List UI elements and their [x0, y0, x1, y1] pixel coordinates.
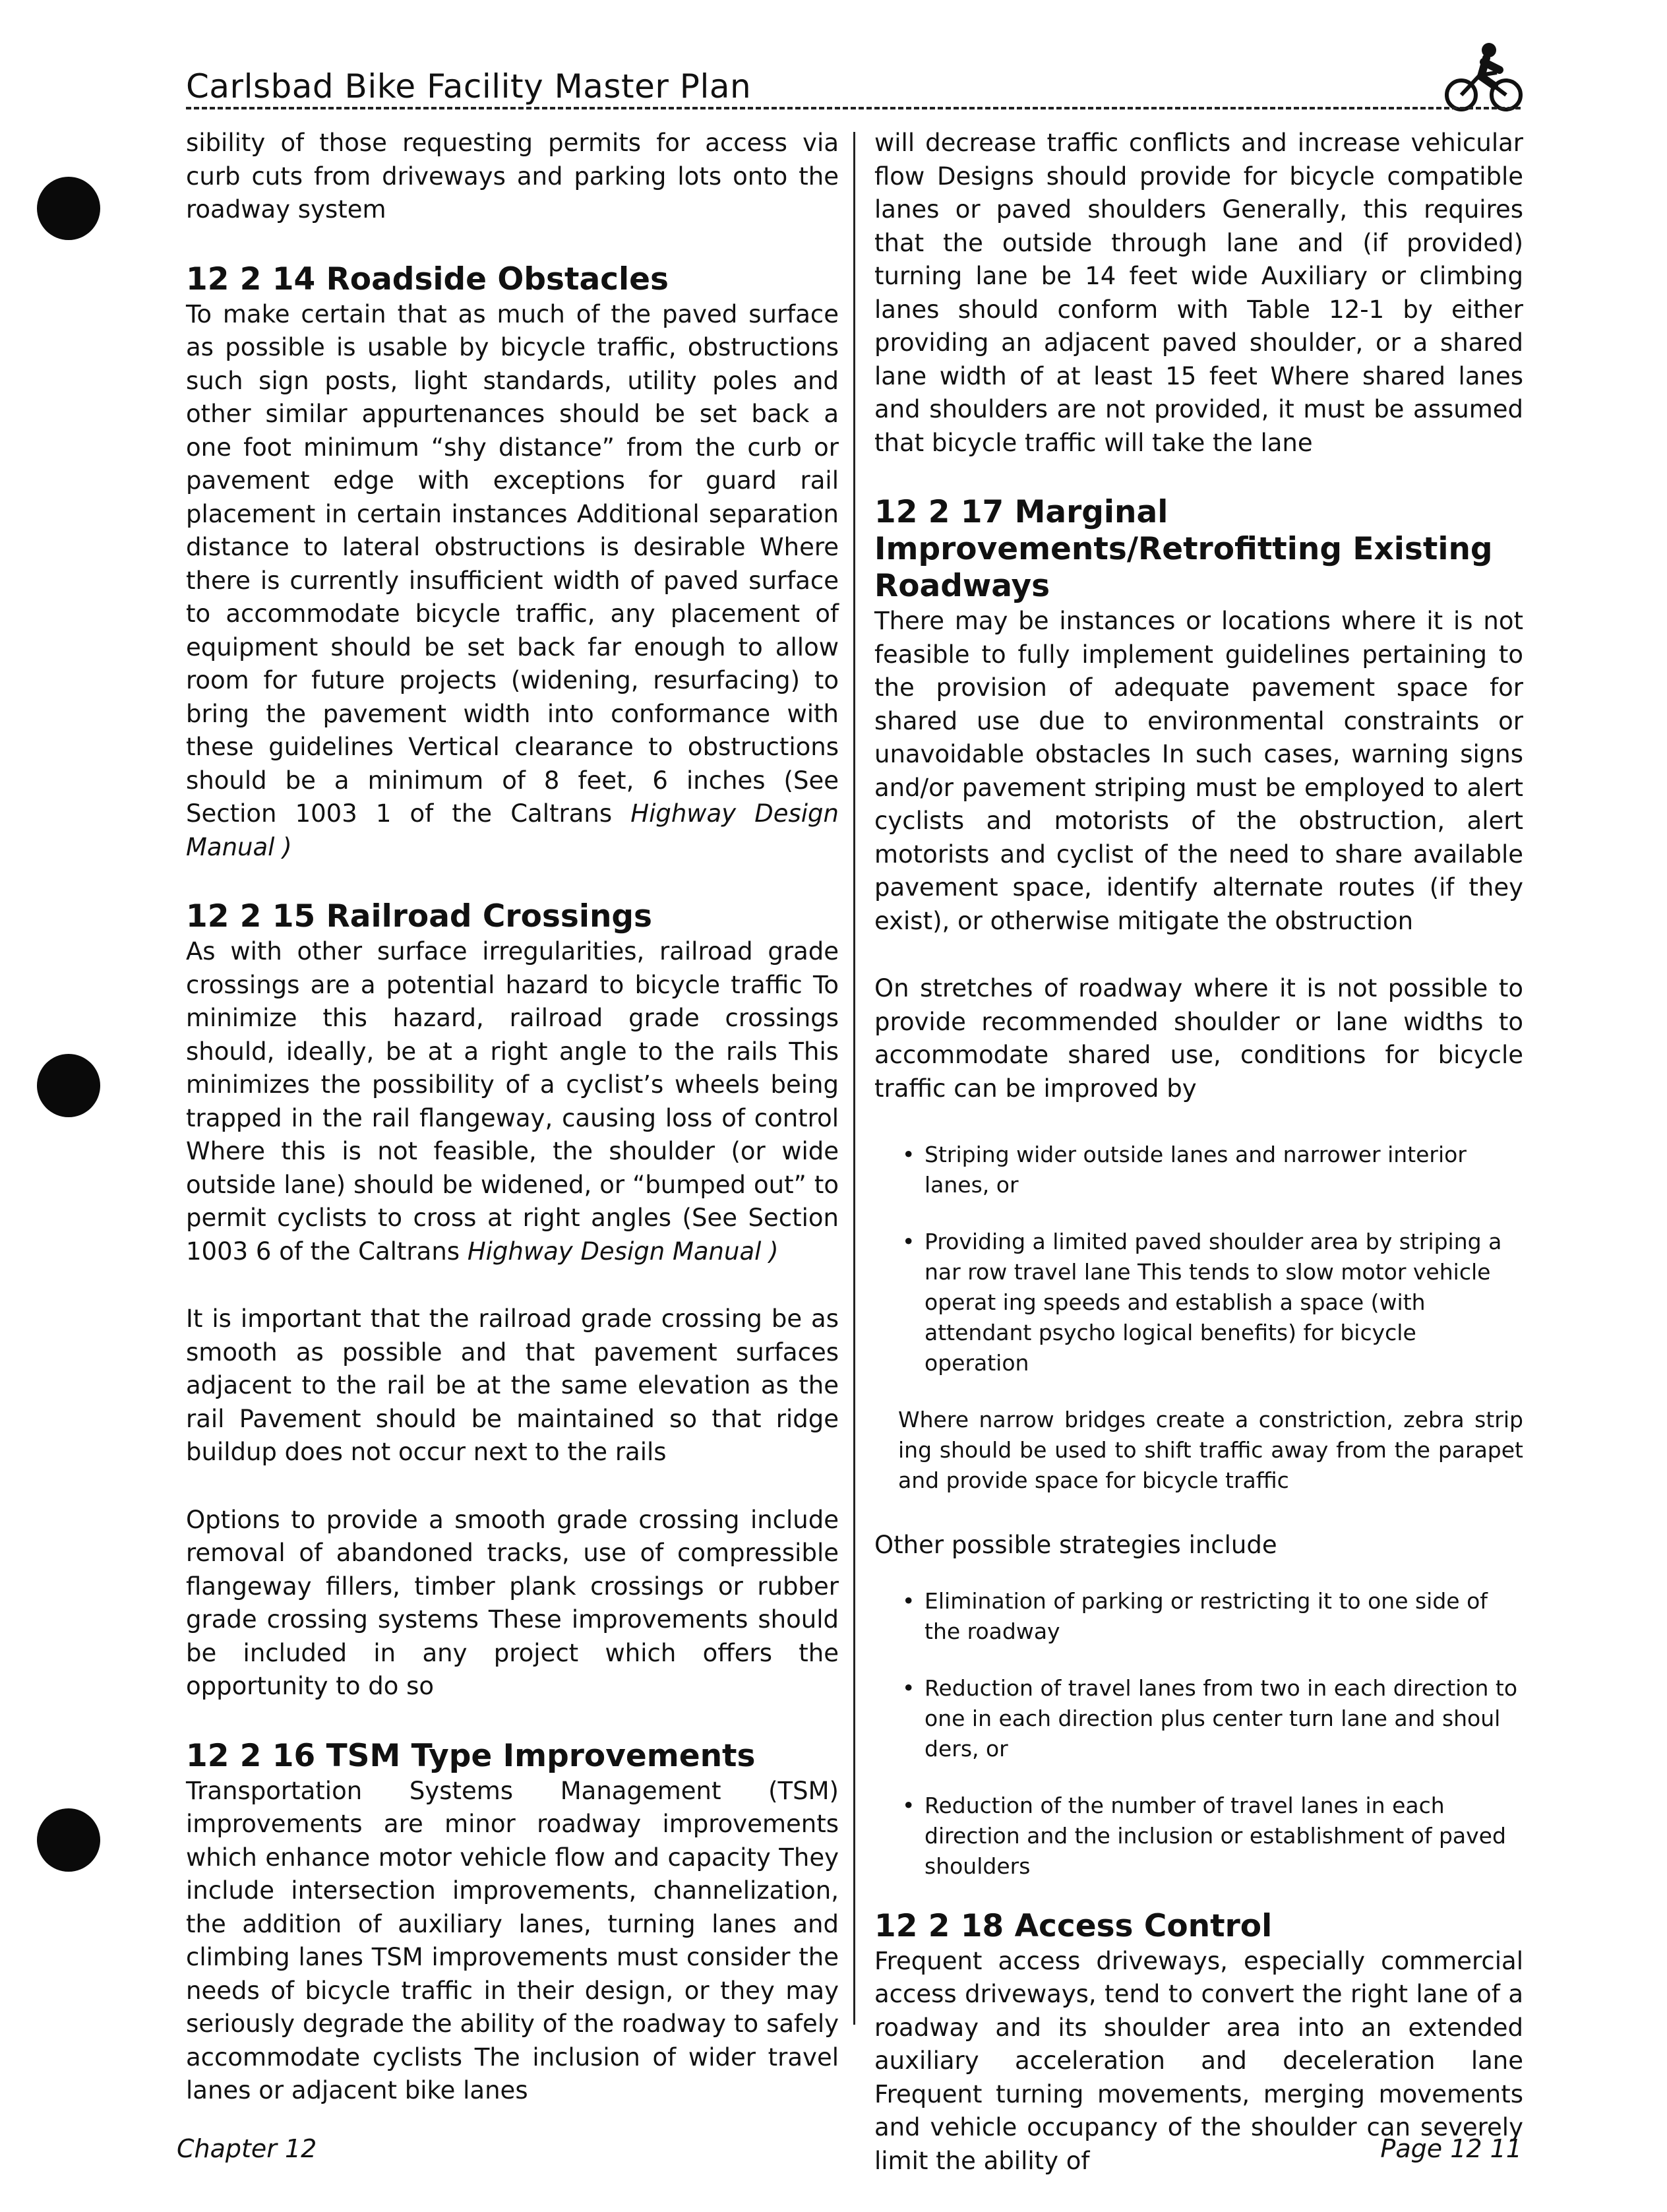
section-12-2-17-body: There may be instances or locations where it is not feasible to fully implement guidelines pertaining to the provision of adequate pavement space for shared use due to environmental constraints or unavoidable obstacles In such cases, warning signs and/or pavement striping must be employed to alert cyclists and motorists of the obstruction, alert motorists and cyclist of the need to share available pavement space, identify alternate routes (if they exist), or otherwise mitigate the obstruction — [874, 607, 1523, 935]
section-12-2-17-heading: 12 2 17 Marginal Improvements/Retrofitting Existing Roadways — [874, 494, 1493, 604]
strategies-list — [874, 1586, 1523, 1882]
cyclist-icon — [1441, 40, 1526, 113]
footer-page-number: Page 12 11 — [1380, 2134, 1522, 2163]
improvement-list — [874, 1140, 1523, 1378]
section-12-2-18-heading: 12 2 18 Access Control — [874, 1907, 1273, 1944]
running-header-title: Carlsbad Bike Facility Master Plan — [186, 67, 752, 106]
list-item: • Reduction of travel lanes from two in each direction to one in each direction plus center turn lane and shoul ders, or — [874, 1673, 1523, 1764]
section-12-2-15-paragraph-3: Options to provide a smooth grade crossing include removal of abandoned tracks, use of compressible flangeway fillers, timber plank crossings or rubber grade crossing systems These improvements should be included in any project which offers the opportunity to do so — [186, 1505, 839, 1700]
bridge-note: Where narrow bridges create a constriction, zebra strip ing should be used to shift traffic away from the parapet and provide space for bicycle traffic — [898, 1407, 1523, 1493]
punch-hole-middle — [37, 1054, 100, 1117]
continued-paragraph: will decrease traffic conflicts and increase vehicular flow Designs should provide for bicycle compatible lanes or paved shoulders Generally, this requires that the outside through lane and (if provided) turning lane be 14 feet wide Auxiliary or climbing lanes should conform with Table 12-1 by either providing an adjacent paved shoulder, or a shared lane width of at least 15 feet Where shared lanes and shoulders are not provided, it must be assumed that bicycle traffic will take the lane — [874, 129, 1523, 457]
other-strategies-label: Other possible strategies include — [874, 1531, 1277, 1559]
intro-paragraph: sibility of those requesting permits for access via curb cuts from driveways and parking lots onto the roadway system — [186, 129, 839, 224]
section-12-2-18-body: Frequent access driveways, especially commercial access driveways, tend to convert the right lane of a roadway and its shoulder area into an extended auxiliary acceleration and deceleration lane Frequent turning movements, merging movements and vehicle occupancy of the shoulder can severely limit the ability of — [874, 1946, 1523, 2175]
manual-title: Highway Design Manual ) — [467, 1237, 779, 1266]
manual-title: Highway Design Manual ) — [186, 799, 839, 861]
section-12-2-14-heading: 12 2 14 Roadside Obstacles — [186, 261, 669, 297]
list-item: • Providing a limited paved shoulder area by striping a nar row travel lane This tends to slow motor vehicle operat ing speeds and establish a space (with attendant psycho logical benefits) for bicycle operation — [874, 1227, 1523, 1378]
list-item: • Striping wider outside lanes and narrower interior lanes, or — [874, 1140, 1523, 1200]
header-divider — [186, 107, 1521, 109]
section-12-2-16-body: Transportation Systems Management (TSM) improvements are minor roadway improvements which enhance motor vehicle flow and capacity They include intersection improvements, channelization, the addition of auxiliary lanes, turning lanes and climbing lanes TSM improvements must consider the needs of bicycle traffic in their design, or they may seriously degrade the ability of the roadway to safely accommodate cyclists The inclusion of wider travel lanes or adjacent bike lanes — [186, 1776, 839, 2104]
section-12-2-15-body: As with other surface irregularities, railroad grade crossings are a potential hazard to bicycle traffic To minimize this hazard, railroad grade crossings should, ideally, be at a right angle to the rails This minimizes the possibility of a cyclist’s wheels being trapped in the rail flangeway, causing loss of control Where this is not feasible, the shoulder (or wide outside lane) should be widened, or “bumped out” to permit cyclists to cross at right angles (See Section 1003 6 of the Caltrans Highway Design Manual ) — [186, 937, 839, 1266]
punch-hole-bottom — [37, 1808, 100, 1872]
section-12-2-14-body: To make certain that as much of the paved surface as possible is usable by bicycle traffic, obstructions such sign posts, light standards, utility poles and other similar appurtenances should be set back a one foot minimum “shy distance” from the curb or pavement edge with exceptions for guard rail placement in certain instances Additional separation distance to lateral obstructions is desirable Where there is currently insufficient width of paved surface to accommodate bicycle traffic, any placement of equipment should be set back far enough to allow room for future projects (widening, resurfacing) to bring the pavement width into conformance with these guidelines Vertical clearance to obstructions should be a minimum of 8 feet, 6 inches (See Section 1003 1 of the Caltrans Highway Design Manual ) — [186, 299, 839, 861]
punch-hole-top — [37, 177, 100, 240]
section-12-2-15-paragraph-2: It is important that the railroad grade crossing be as smooth as possible and that pavement surfaces adjacent to the rail be at the same elevation as the rail Pavement should be maintained so that ridge buildup does not occur next to the rails — [186, 1305, 839, 1466]
section-12-2-17-paragraph-2: On stretches of roadway where it is not possible to provide recommended shoulder or lane widths to accommodate shared use, conditions for bicycle traffic can be improved by — [874, 974, 1523, 1103]
list-item: • Reduction of the number of travel lanes in each direction and the inclusion or establishment of paved shoulders — [874, 1791, 1523, 1882]
footer-chapter: Chapter 12 — [177, 2134, 317, 2163]
right-column — [874, 127, 1523, 2212]
column-divider — [853, 132, 855, 2025]
section-12-2-16-heading: 12 2 16 TSM Type Improvements — [186, 1737, 756, 1774]
left-column — [186, 127, 839, 2142]
section-12-2-15-heading: 12 2 15 Railroad Crossings — [186, 898, 653, 935]
list-item: • Elimination of parking or restricting it to one side of the roadway — [874, 1586, 1523, 1647]
